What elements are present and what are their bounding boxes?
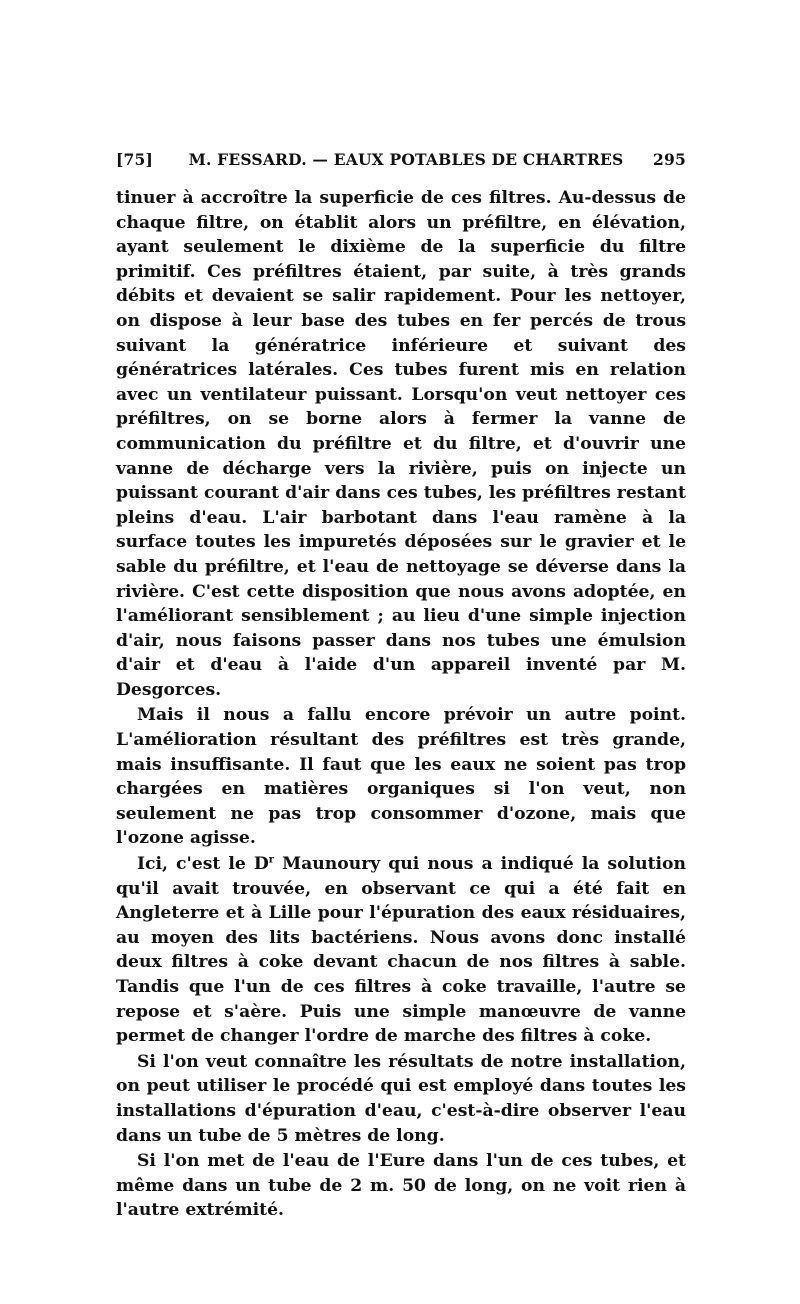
page-number: 295 — [653, 150, 686, 169]
superscript: r — [268, 854, 275, 866]
running-header — [116, 150, 686, 174]
paragraph — [116, 852, 686, 1049]
running-title: M. FESSARD. — EAUX POTABLES DE CHARTRES — [188, 150, 624, 169]
document-page — [116, 150, 686, 1223]
body-text — [116, 186, 686, 1223]
paragraph-text: Ici, c'est le D — [137, 854, 269, 875]
paragraph-text: Maunoury qui nous a indiqué la solution qu'il avait trouvée, en observant ce qui a été fait en Angleterre et à Lille pour l'épuration des eaux résiduaires, au moyen des lits bactériens. Nous avons donc installé deux filtres à coke devant chacun de nos filtres à sable. Tandis que l'un de ces filtres à coke travaille, l'autre se repose et s'aère. Puis une simple manœuvre de vanne permet de changer l'ordre de marche des filtres à coke. — [116, 854, 687, 1047]
paragraph: Si l'on veut connaître les résultats de notre installation, on peut utiliser le procédé qui est employé dans toutes les installations d'épuration d'eau, c'est-à-dire observer l'eau dans un tube de 5 mètres de long. — [116, 1051, 686, 1146]
paragraph: Si l'on met de l'eau de l'Eure dans l'un de ces tubes, et même dans un tube de 2 m. 50 de long, on ne voit rien à l'autre extrémité. — [116, 1151, 686, 1221]
paragraph-continued: tinuer à accroître la superficie de ces filtres. Au-dessus de chaque filtre, on établit alors un préfiltre, en élévation, ayant seulement le dixième de la superficie du filtre primitif. Ces préfiltres étaient, par suite, à très grands débits et devaient se salir rapidement. Pour les nettoyer, on dispose à leur base des tubes en fer percés de trous suivant la génératrice inférieure et suivant des génératrices latérales. Ces tubes furent mis en relation avec un ventilateur puissant. Lorsqu'on veut nettoyer ces préfiltres, on se borne alors à fermer la vanne de communication du préfiltre et du filtre, et d'ouvrir une vanne de décharge vers la rivière, puis on injecte un puissant courant d'air dans ces tubes, les préfiltres restant pleins d'eau. L'air barbotant dans l'eau ramène à la surface toutes les impuretés déposées sur le gravier et le sable du préfiltre, et l'eau de nettoyage se déverse dans la rivière. C'est cette disposition que nous avons adoptée, en l'améliorant sensiblement ; au lieu d'une simple injection d'air, nous faisons passer dans nos tubes une émulsion d'air et d'eau à l'aide d'un appareil inventé par M. Desgorces. — [116, 188, 686, 700]
section-number: [75] — [116, 150, 154, 169]
paragraph: Mais il nous a fallu encore prévoir un autre point. L'amélioration résultant des préfiltres est très grande, mais insuffisante. Il faut que les eaux ne soient pas trop chargées en matières organiques si l'on veut, non seulement ne pas trop consommer d'ozone, mais que l'ozone agisse. — [116, 705, 686, 849]
